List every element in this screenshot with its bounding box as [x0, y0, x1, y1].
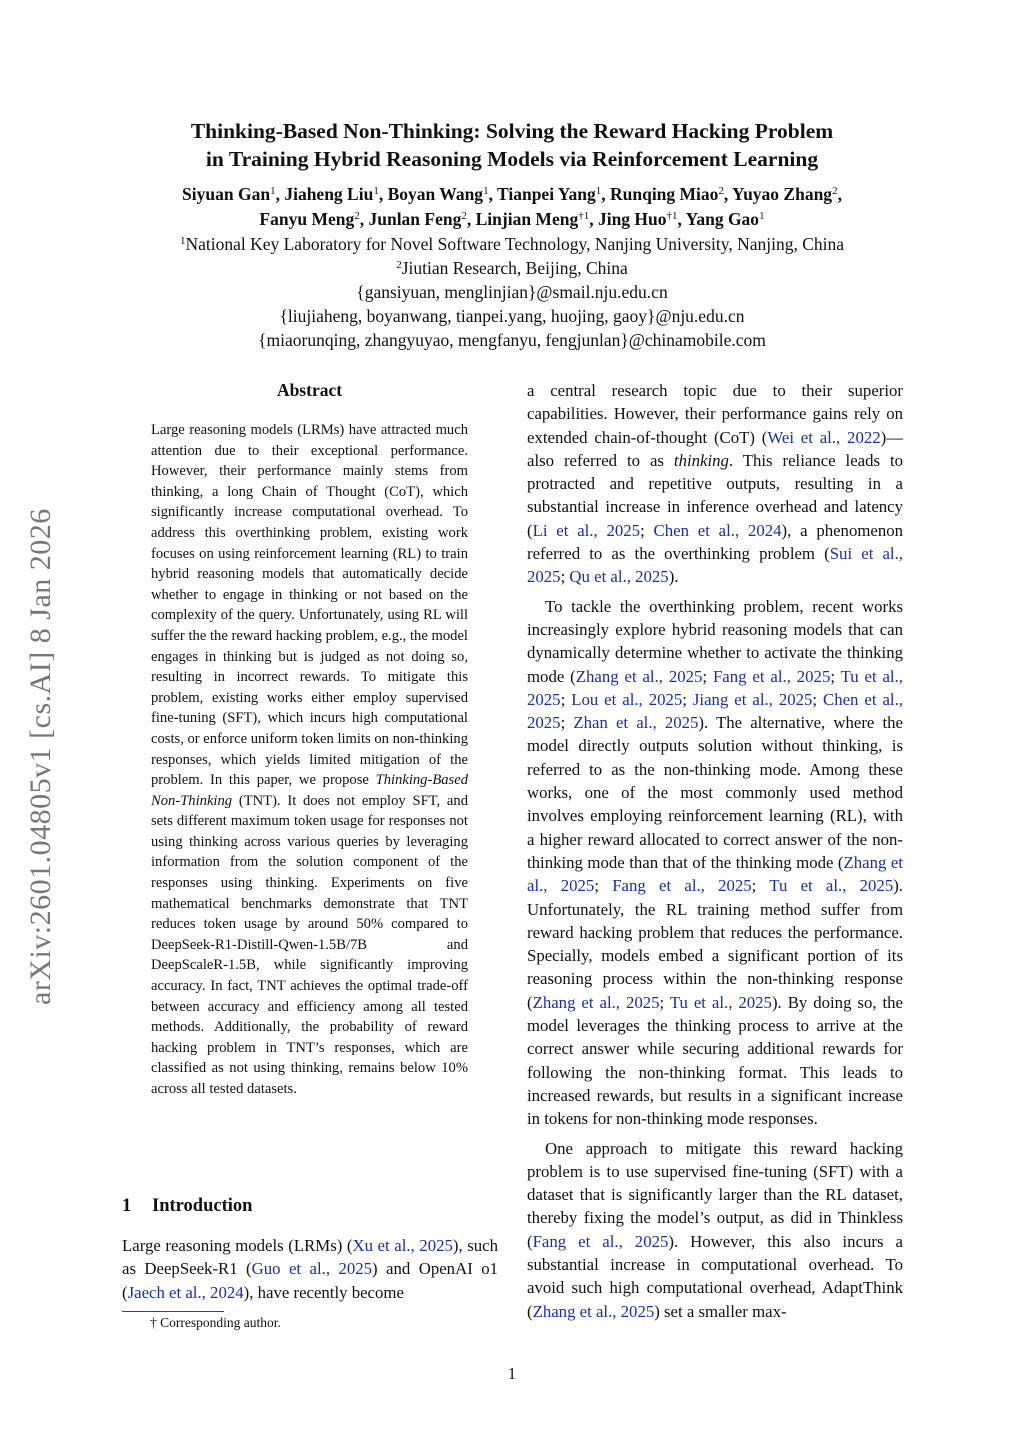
page-number: 1: [507, 1364, 517, 1383]
title-line-2: in Training Hybrid Reasoning Models via Reinforcement Learning: [205, 147, 819, 171]
author-sep: ,: [589, 209, 598, 229]
affiliation-text: National Key Laboratory for Novel Software Technology, Nanjing University, Nanjing, China: [185, 234, 845, 254]
text-run: ;: [812, 689, 824, 709]
author-name: Junlan Feng: [368, 209, 462, 229]
author-sep: ,: [466, 209, 476, 229]
author-name: Linjian Meng: [475, 209, 579, 229]
author-affil-mark: 2: [832, 185, 838, 197]
author-name: Yuyao Zhang: [732, 184, 833, 204]
author-name: Boyan Wang: [387, 184, 484, 204]
text-run: ;: [594, 876, 613, 896]
affiliation-mark: 1: [179, 235, 186, 247]
text-run: ;: [560, 713, 574, 733]
affiliation-2: [80, 256, 944, 280]
author-name: Jing Huo: [597, 209, 667, 229]
text-run: ).: [668, 567, 679, 587]
citation-link[interactable]: Qu et al., 2025: [569, 567, 669, 587]
text-run: ;: [682, 689, 693, 709]
text-run: . This reliance leads to protracted and repetitive outputs, resulting in a substantial increase in inference overhead and latency (: [527, 450, 904, 540]
text-run: ;: [830, 666, 841, 686]
footnote-divider: [122, 1311, 224, 1312]
author-sep: ,: [378, 184, 388, 204]
author-name: Fanyu Meng: [259, 209, 355, 229]
text-run: ;: [560, 689, 572, 709]
author-affil-mark: †1: [578, 210, 590, 222]
citation-link[interactable]: Zhang et al., 2025: [527, 852, 903, 896]
section-heading-introduction: [122, 1196, 252, 1217]
text-run: ;: [751, 876, 770, 896]
citation-link[interactable]: Zhang et al., 2025: [532, 992, 660, 1012]
citation-link[interactable]: Zhang et al., 2025: [575, 666, 703, 686]
paper-title: [100, 117, 924, 173]
text-run: To tackle the overthinking problem, recent works increasingly explore hybrid reasoning models that can dynamically determine whether to activate the thinking mode (: [527, 596, 903, 686]
author-line-1: [80, 182, 944, 207]
author-affil-mark: 1: [373, 185, 379, 197]
author-name: Runqing Miao: [609, 184, 719, 204]
text-run: (TNT). It does not employ SFT, and sets different maximum token usage for responses not using thinking across various queries by leveraging information from the solution component of the responses using thinking. Experiments on five mathematical benchmarks demonstrate that TNT reduces token usage by around 50% compared to DeepSeek-R1-Distill-Qwen-1.5B/7B and DeepScaleR-1.5B, while significantly improving accuracy. In fact, TNT achieves the optimal trade-off between accuracy and efficiency among all tested methods. Additionally, the probability of reward hacking problem in TNT’s responses, which are classified as not using thinking, remains below 10% across all tested datasets.: [151, 792, 468, 1097]
author-affil-mark: 2: [461, 210, 467, 222]
citation-link[interactable]: Wei et al., 2022: [767, 427, 881, 447]
text-run: ) set a smaller max-: [654, 1301, 787, 1321]
text-run: ). However, this also incurs a substantial increase in computational overhead. To avoid such high computational overhead, AdaptThink (: [527, 1231, 903, 1321]
right-column: [527, 379, 903, 1323]
citation-link[interactable]: Sui et al., 2025: [527, 544, 903, 587]
title-line-1: Thinking-Based Non-Thinking: Solving the Reward Hacking Problem: [190, 119, 834, 143]
author-list: [80, 182, 944, 232]
citation-link[interactable]: Tu et al., 2025: [669, 992, 772, 1012]
author-affil-mark: 1: [270, 185, 276, 197]
author-line-2: [80, 207, 944, 232]
text-run: ;: [659, 992, 670, 1012]
text-run: ). The alternative, where the model directly outputs solution without thinking, is referred to as the non-thinking mode. Among these works, one of the most commonly used method involves employing reinforcement learning (RL), with a higher reward allocated to correct answer of the non-thinking mode than that of the thinking mode (: [527, 713, 903, 872]
text-run: ), a phenomenon referred to as the overthinking problem (: [527, 520, 904, 564]
author-sep: ,: [359, 209, 369, 229]
text-run: One approach to mitigate this reward hacking problem is to use supervised fine-tuning (SFT) with a dataset that is significantly larger than the RL dataset, thereby fixing the model’s output, as did in Thinkless (: [527, 1138, 903, 1251]
citation-link[interactable]: Jaech et al., 2024: [127, 1282, 244, 1302]
citation-link[interactable]: Lou et al., 2025: [571, 689, 683, 709]
text-run: ). Unfortunately, the RL training method suffer from reward hacking problem that reduces the performance. Specially, models embed a significant portion of its reasoning process within the non-thinking response (: [527, 876, 904, 1012]
text-run: ), have recently become: [243, 1282, 404, 1302]
arxiv-stamp: arXiv:2601.04805v1 [cs.AI] 8 Jan 2026: [24, 508, 57, 1005]
citation-link[interactable]: Tu et al., 2025: [527, 666, 903, 709]
author-sep: ,: [723, 184, 733, 204]
text-run: ) and OpenAI o1 (: [122, 1259, 498, 1302]
author-affil-mark: 1: [595, 185, 602, 197]
author-affil-mark: 1: [483, 185, 489, 197]
email-line-1: {gansiyuan, menglinjian}@smail.nju.edu.cn: [356, 282, 668, 302]
abstract-heading: Abstract: [276, 380, 343, 400]
citation-link[interactable]: Fang et al., 2025: [712, 666, 831, 686]
author-name: Jiaheng Liu: [284, 184, 374, 204]
italic-text: Thinking-Based Non-Thinking: [151, 772, 468, 809]
citation-link[interactable]: Jiang et al., 2025: [692, 689, 813, 709]
citation-link[interactable]: Xu et al., 2025: [352, 1236, 453, 1255]
abstract-body: [151, 420, 468, 1100]
author-affil-mark: 1: [759, 210, 765, 222]
section-number: 1: [122, 1196, 132, 1216]
text-run: Large reasoning models (LRMs) have attracted much attention due to their exceptional performance. However, their performance mainly stems from thinking, a long Chain of Thought (CoT), which significantly increase computational overhead. To address this overthinking problem, existing work focuses on using reinforcement learning (RL) to train hybrid reasoning models that automatically decide whether to engage in thinking or not based on the complexity of the query. Unfortunately, using RL will suffer the the reward hacking problem, e.g., the model engages in thinking but is judged as not doing so, resulting in incorrect rewards. To mitigate this problem, existing works either employ supervised fine-tuning (SFT), which incurs high computational costs, or enforce uniform token limits on non-thinking responses, which yields limited mitigation of the problem. In this paper, we propose: [151, 422, 468, 789]
intro-paragraph-left: [122, 1234, 498, 1304]
author-sep: ,: [837, 184, 842, 204]
text-run: ), such as DeepSeek-R1 (: [122, 1236, 498, 1279]
email-line-2: {liujiaheng, boyanwang, tianpei.yang, huojing, gaoy}@nju.edu.cn: [279, 306, 745, 326]
affiliation-text: Jiutian Research, Beijing, China: [401, 258, 628, 278]
affiliation-1: [80, 232, 944, 256]
right-paragraph-3: [527, 1137, 903, 1323]
text-run: )—also referred to as: [527, 427, 903, 470]
text-run: a central research topic due to their superior capabilities. However, their performance gains rely on extended chain-of-thought (CoT) (: [527, 381, 903, 447]
author-sep: ,: [677, 209, 686, 229]
text-run: ;: [702, 666, 713, 686]
citation-link[interactable]: Fang et al., 2025: [612, 876, 752, 896]
text-run: ). By doing so, the model leverages the thinking process to arrive at the correct answer while securing additional rewards for following the non-thinking format. This leads to increased rewards, but results in a significant increase in tokens for non-thinking mode responses.: [527, 992, 903, 1129]
affiliation-mark: 2: [396, 259, 402, 271]
author-sep: ,: [601, 184, 610, 204]
citation-link[interactable]: Zhan et al., 2025: [573, 713, 699, 733]
footnote: † Corresponding author.: [150, 1315, 281, 1330]
author-affil-mark: †1: [666, 210, 678, 222]
text-run: Large reasoning models (LRMs) (: [122, 1236, 353, 1255]
author-name: Yang Gao: [685, 209, 760, 229]
citation-link[interactable]: Chen et al., 2024: [653, 520, 782, 540]
citation-link[interactable]: Zhang et al., 2025: [532, 1301, 655, 1321]
author-sep: ,: [275, 184, 285, 204]
affiliation-block: [80, 232, 944, 352]
italic-text: thinking: [673, 450, 729, 470]
section-title: Introduction: [152, 1196, 253, 1216]
text-run: ;: [640, 520, 654, 540]
citation-link[interactable]: Chen et al., 2025: [527, 689, 903, 733]
author-sep: ,: [488, 184, 497, 204]
text-run: ;: [560, 567, 570, 587]
email-line-3: {miaorunqing, zhangyuyao, mengfanyu, fengjunlan}@chinamobile.com: [258, 330, 766, 350]
author-name: Siyuan Gan: [182, 184, 271, 204]
author-affil-mark: 2: [354, 210, 360, 222]
citation-link[interactable]: Tu et al., 2025: [769, 876, 894, 896]
right-paragraph-2: [527, 595, 903, 1131]
author-name: Tianpei Yang: [497, 184, 596, 204]
citation-link[interactable]: Li et al., 2025: [532, 520, 641, 540]
citation-link[interactable]: Guo et al., 2025: [251, 1259, 373, 1279]
citation-link[interactable]: Fang et al., 2025: [532, 1231, 669, 1251]
author-affil-mark: 2: [718, 185, 724, 197]
right-paragraph-1: [527, 379, 903, 589]
